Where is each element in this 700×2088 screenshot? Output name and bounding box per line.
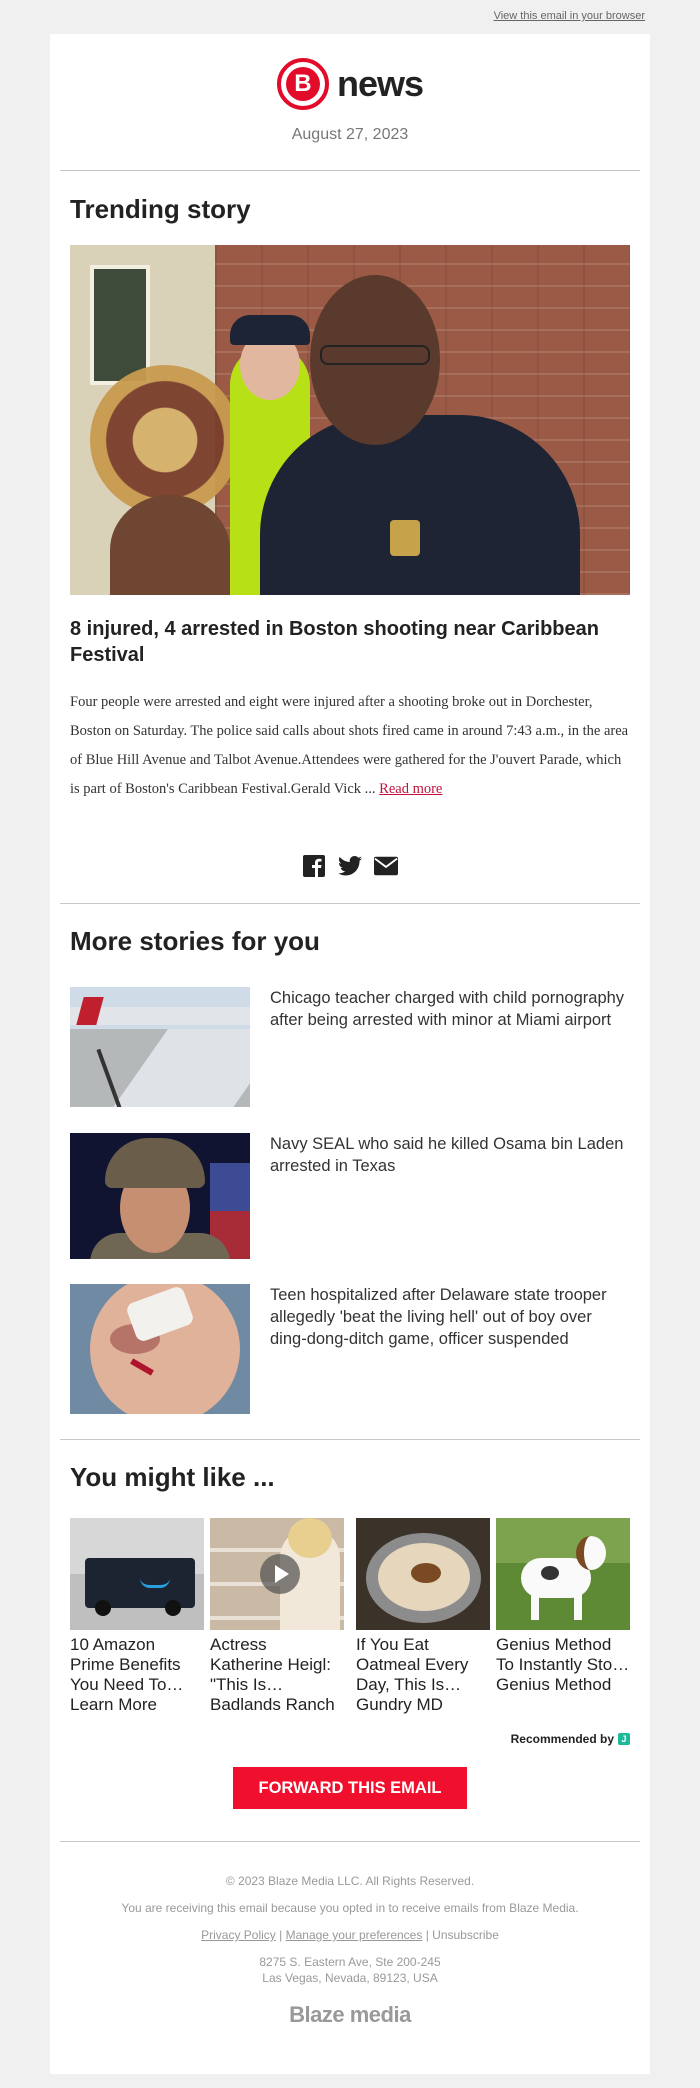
twitter-icon[interactable]: [338, 854, 362, 878]
story-item[interactable]: [70, 987, 630, 1117]
recommended-by[interactable]: [511, 1732, 630, 1746]
story-thumbnail[interactable]: [70, 1133, 250, 1259]
you-might-like-section-title: You might like ...: [70, 1462, 275, 1492]
story-thumbnail[interactable]: [70, 987, 250, 1107]
recommendation-image[interactable]: [356, 1518, 490, 1630]
forward-email-button[interactable]: FORWARD THIS EMAIL: [233, 1767, 467, 1809]
recommendation-title[interactable]: 10 Amazon Prime Benefits You Need To…: [70, 1635, 184, 1694]
brand-header[interactable]: [50, 54, 650, 114]
view-in-browser-link[interactable]: View this email in your browser: [493, 10, 645, 22]
address-line-2: Las Vegas, Nevada, 89123, USA: [262, 1971, 438, 1985]
recommendation-card[interactable]: [210, 1518, 344, 1715]
brand-name: news: [336, 63, 424, 104]
footer-links: [50, 1928, 650, 1942]
story-title[interactable]: Teen hospitalized after Delaware state trooper allegedly 'beat the living hell' out of boy over ding-dong-ditch game, officer suspended: [270, 1286, 607, 1348]
facebook-icon[interactable]: [302, 854, 326, 878]
link-separator: |: [279, 1928, 283, 1942]
divider: [60, 1841, 640, 1842]
logo-letter: B: [286, 67, 320, 101]
share-bar: [50, 854, 650, 878]
link-separator: |: [425, 1928, 429, 1942]
divider: [60, 170, 640, 171]
email-card: [50, 34, 650, 2074]
recommendation-image[interactable]: [210, 1518, 344, 1630]
recommender-logo-icon: J: [618, 1733, 630, 1745]
read-more-link[interactable]: Read more: [379, 781, 443, 797]
divider: [60, 903, 640, 904]
privacy-policy-link[interactable]: Privacy Policy: [201, 1928, 276, 1942]
recommendation-card[interactable]: [496, 1518, 630, 1695]
recommendation-card[interactable]: [70, 1518, 204, 1715]
address-line-1: 8275 S. Eastern Ave, Ste 200-245: [259, 1955, 441, 1969]
recommendation-image[interactable]: [496, 1518, 630, 1630]
recommendation-source[interactable]: Gundry MD: [356, 1695, 443, 1714]
issue-date: August 27, 2023: [291, 126, 409, 143]
recommendation-source[interactable]: Genius Method: [496, 1675, 612, 1694]
manage-preferences-link[interactable]: Manage your preferences: [285, 1928, 423, 1942]
divider: [60, 1439, 640, 1440]
story-title[interactable]: Chicago teacher charged with child pornography after being arrested with minor at Miami airport: [270, 989, 625, 1029]
opt-in-notice: You are receiving this email because you opted in to receive emails from Blaze Media.: [121, 1901, 579, 1915]
recommendation-image[interactable]: [70, 1518, 204, 1630]
recommendation-title[interactable]: If You Eat Oatmeal Every Day, This Is…: [356, 1635, 469, 1694]
trending-section-title: Trending story: [70, 194, 251, 224]
recommendations: [70, 1518, 630, 1718]
story-item[interactable]: [70, 1284, 630, 1414]
trending-story-image[interactable]: [70, 245, 630, 595]
unsubscribe-link[interactable]: Unsubscribe: [432, 1928, 499, 1942]
recommendation-source[interactable]: Badlands Ranch: [210, 1695, 335, 1714]
story-item[interactable]: [70, 1133, 630, 1263]
recommendation-card[interactable]: [356, 1518, 490, 1715]
recommendation-title[interactable]: Genius Method To Instantly Sto…: [496, 1635, 630, 1674]
story-title[interactable]: Navy SEAL who said he killed Osama bin Laden arrested in Texas: [270, 1135, 624, 1175]
recommendation-source[interactable]: Learn More: [70, 1695, 157, 1714]
recommended-by-label: Recommended by: [510, 1732, 614, 1746]
trending-body-text: Four people were arrested and eight were injured after a shooting broke out in Dorchester, Boston on Saturday. The police said calls about shots fired came in around 7:43 a.m., in the area of Blue Hill Avenue and Talbot Avenue.Attendees were gathered for the J'ouvert Parade, which is part of Boston's Caribbean Festival.Gerald Vick ...: [70, 694, 629, 797]
story-thumbnail[interactable]: [70, 1284, 250, 1414]
trending-headline[interactable]: 8 injured, 4 arrested in Boston shooting near Caribbean Festival: [70, 618, 599, 666]
email-icon[interactable]: [374, 854, 398, 878]
trending-body: [70, 688, 630, 804]
copyright: © 2023 Blaze Media LLC. All Rights Reserved.: [225, 1874, 475, 1888]
recommendation-title[interactable]: Actress Katherine Heigl: "This Is…: [210, 1635, 331, 1694]
more-stories-section-title: More stories for you: [70, 926, 320, 956]
blaze-logo-icon: [277, 58, 329, 110]
play-icon[interactable]: [260, 1554, 300, 1594]
blaze-media-logo[interactable]: Blaze media: [289, 2002, 411, 2027]
